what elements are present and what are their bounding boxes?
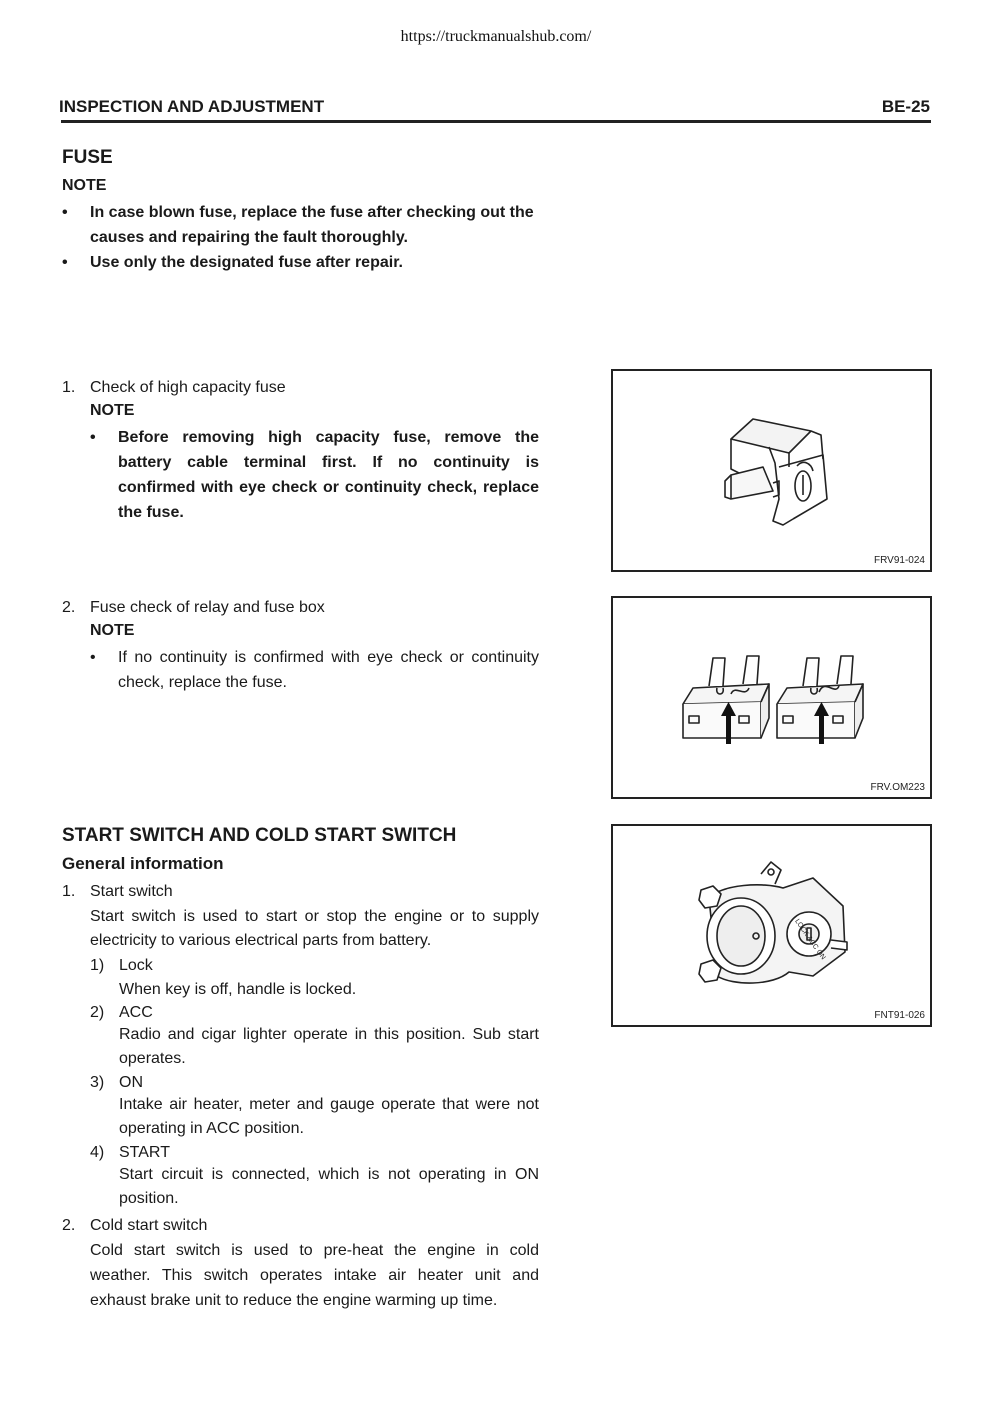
figure-code: FNT91-026 <box>874 1010 925 1021</box>
position-number: 2) <box>90 1004 105 1021</box>
position-number: 4) <box>90 1144 105 1161</box>
switch-item2-number: 2. <box>62 1217 76 1234</box>
switch-item2-desc: Cold start switch is used to pre-heat the engine in cold weather. This switch operates intake air heater unit and exhaust brake unit to reduce the engine warming up time. <box>90 1242 539 1309</box>
switch-item1-desc: Start switch is used to start or stop the engine or to supply electricity to various electrical parts from battery. <box>90 908 539 949</box>
position-name: ON <box>119 1074 143 1091</box>
switch-dial-label: LOCK ACC ON <box>793 918 827 962</box>
bullet-marker: • <box>90 649 96 666</box>
position-desc: Radio and cigar lighter operate in this position. Sub start operates. <box>119 1026 539 1067</box>
bullet-marker: • <box>90 429 96 446</box>
figure-code: FRV91-024 <box>874 555 925 566</box>
bullet-marker: • <box>62 254 68 271</box>
switch-item1-number: 1. <box>62 883 76 900</box>
item1-note-text: Before removing high capacity fuse, remove the battery cable terminal first. If no continuity is confirmed with eye check or continuity check, replace the fuse. <box>118 429 539 521</box>
blade-fuses-illustration <box>613 598 930 797</box>
section-title: INSPECTION AND ADJUSTMENT <box>59 97 325 116</box>
page-url: https://truckmanualshub.com/ <box>400 28 592 45</box>
item2-number: 2. <box>62 599 76 616</box>
item2-note-label: NOTE <box>90 622 135 639</box>
bullet-marker: • <box>62 204 68 221</box>
fuse-heading: FUSE <box>62 147 113 168</box>
high-capacity-fuse-illustration <box>613 371 930 570</box>
position-name: START <box>119 1144 170 1161</box>
switch-item2-title: Cold start switch <box>90 1217 208 1234</box>
item2-title: Fuse check of relay and fuse box <box>90 599 325 616</box>
position-name: ACC <box>119 1004 153 1021</box>
page-number: BE-25 <box>881 97 930 116</box>
item1-number: 1. <box>62 379 76 396</box>
figure-blade-fuses <box>611 596 932 799</box>
position-desc: Intake air heater, meter and gauge operate that were not operating in ACC position. <box>119 1096 539 1137</box>
item2-note-text: If no continuity is confirmed with eye check or continuity check, replace the fuse. <box>118 649 539 691</box>
start-switch-illustration <box>613 826 930 1025</box>
figure-high-capacity-fuse <box>611 369 932 572</box>
figure-start-switch <box>611 824 932 1027</box>
figure-code: FRV.OM223 <box>870 782 925 793</box>
position-number: 1) <box>90 957 105 974</box>
position-desc: When key is off, handle is locked. <box>119 981 357 998</box>
switch-subheading: General information <box>62 854 224 873</box>
switch-heading: START SWITCH AND COLD START SWITCH <box>62 825 457 846</box>
fuse-note-1: In case blown fuse, replace the fuse after checking out the causes and repairing the fault thoroughly. <box>90 204 534 246</box>
switch-item1-title: Start switch <box>90 883 173 900</box>
position-name: Lock <box>119 957 153 974</box>
fuse-note-label: NOTE <box>62 177 107 194</box>
fuse-note-2: Use only the designated fuse after repair. <box>90 254 403 271</box>
position-number: 3) <box>90 1074 105 1091</box>
item1-note-label: NOTE <box>90 402 135 419</box>
item1-title: Check of high capacity fuse <box>90 379 286 396</box>
position-desc: Start circuit is connected, which is not operating in ON position. <box>119 1166 539 1207</box>
header-rule <box>61 120 931 123</box>
